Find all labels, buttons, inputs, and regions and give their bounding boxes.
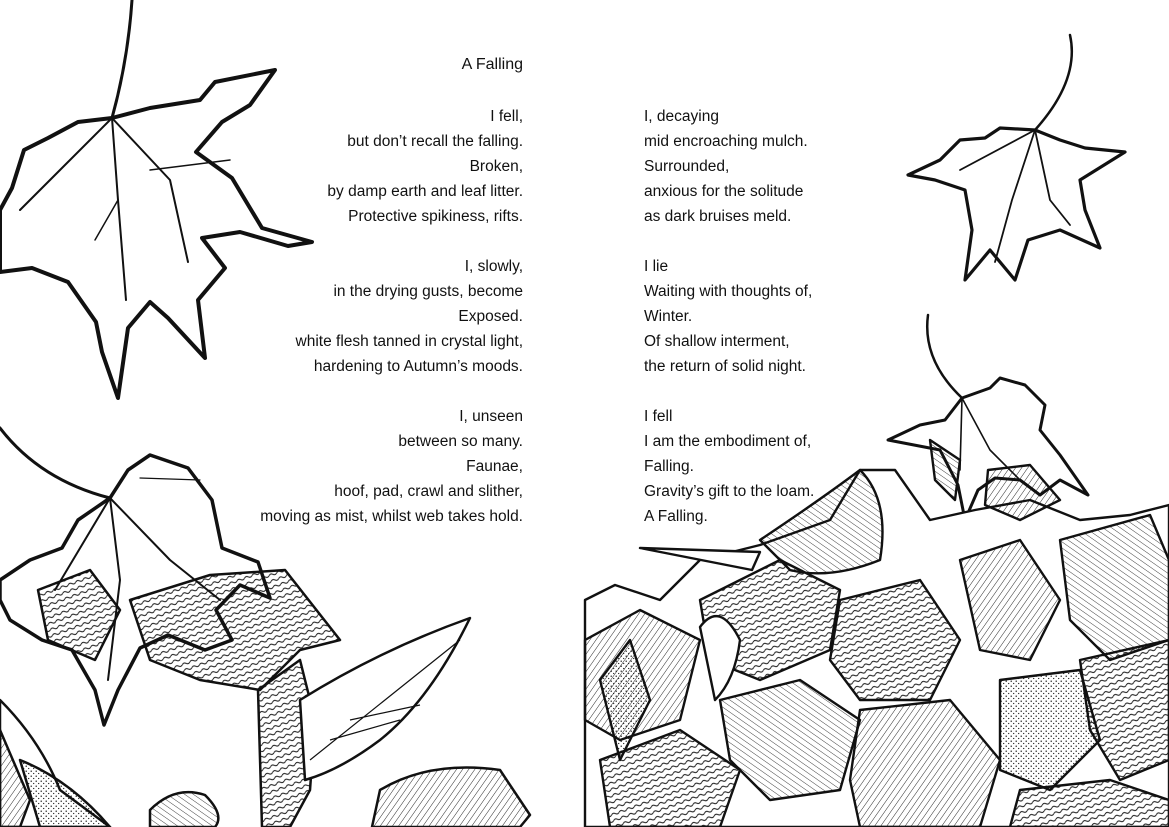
poem-line: the return of solid night. [644, 358, 806, 375]
poem-line: hardening to Autumn’s moods. [313, 358, 523, 375]
left-page [0, 0, 584, 827]
poem-line: I lie [644, 258, 669, 275]
stanza [644, 404, 814, 529]
poem-line: Broken, [469, 158, 523, 175]
stanza [644, 254, 814, 379]
poem-line: I fell [644, 408, 673, 425]
poem-line: Surrounded, [644, 158, 730, 175]
poem-line: I, decaying [644, 108, 719, 125]
poem-line: between so many. [398, 433, 523, 450]
poem-line: I fell, [490, 108, 523, 125]
poem-line: Winter. [644, 308, 693, 325]
poem-line: but don’t recall the falling. [347, 133, 523, 150]
poem-line: white flesh tanned in crystal light, [295, 333, 523, 350]
poem-line: Falling. [644, 458, 694, 475]
right-page [585, 0, 1169, 827]
poem-line: Waiting with thoughts of, [644, 283, 813, 300]
poem-line: Faunae, [466, 458, 523, 475]
poem-line: I, unseen [459, 408, 523, 425]
right-column-text [644, 104, 814, 529]
stanza [260, 254, 523, 379]
poem-line: A Falling. [644, 508, 708, 525]
poem-line: as dark bruises meld. [644, 208, 792, 225]
stanza [644, 104, 814, 229]
stanza [260, 104, 523, 229]
poem-line: mid encroaching mulch. [644, 133, 808, 150]
poem-title: A Falling [461, 56, 523, 73]
poem-line: hoof, pad, crawl and slither, [334, 483, 523, 500]
left-column-text [260, 104, 523, 529]
poem-line: Of shallow interment, [644, 333, 790, 350]
poem-line: anxious for the solitude [644, 183, 804, 200]
poem-line: moving as mist, whilst web takes hold. [260, 508, 523, 525]
poem-line: Exposed. [458, 308, 523, 325]
stanza [260, 404, 523, 529]
poem-line: in the drying gusts, become [333, 283, 523, 300]
poem-line: Gravity’s gift to the loam. [644, 483, 815, 500]
poem-line: I, slowly, [464, 258, 523, 275]
poem-line: Protective spikiness, rifts. [348, 208, 523, 225]
poem-line: by damp earth and leaf litter. [327, 183, 523, 200]
poem-line: I am the embodiment of, [644, 433, 812, 450]
